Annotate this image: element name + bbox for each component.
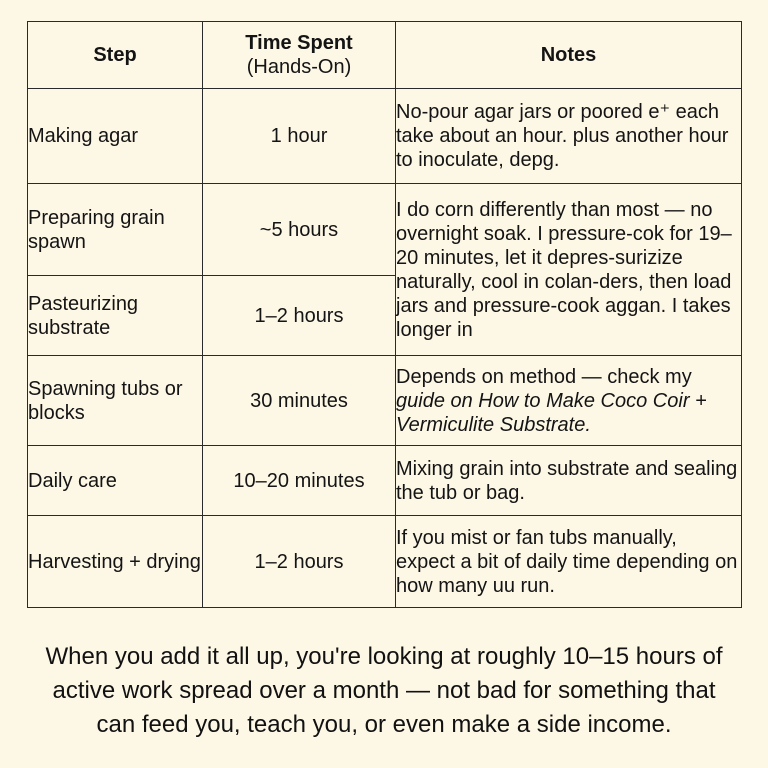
cell-step: Preparing grain spawn [28,184,203,276]
guide-link-text: guide on How to Make Coco Coir + Vermiculite Substrate. [396,389,707,436]
table-row [28,184,742,276]
table-row [28,446,742,516]
table-row [28,356,742,446]
cell-step: Harvesting + drying [28,516,203,608]
header-notes: Notes [396,22,742,89]
header-time-sub: (Hands-On) [246,56,352,78]
table-row [28,516,742,608]
cell-time: 30 minutes [203,356,396,446]
summary-paragraph: When you add it all up, you're looking at roughly 10–15 hours of active work spread over a month — not bad for something that can feed you, teach you, or even make a side income. [45,643,723,738]
cell-notes [396,356,742,446]
header-step: Step [28,22,203,89]
cell-step: Spawning tubs or blocks [28,356,203,446]
cell-notes: If you mist or fan tubs manually, expect a bit of daily time depending on how many uu run. [396,516,742,608]
cell-step: Making agar [28,89,203,184]
cell-step: Pasteurizing substrate [28,276,203,356]
time-table [27,21,742,608]
cell-notes-text: Depends on method — check my [396,365,692,388]
cell-notes: No-pour agar jars or poored e⁺ each take about an hour. plus another hour to inoculate, depg. [396,89,742,184]
header-time-label: Time Spent [245,32,353,54]
table-row [28,89,742,184]
cell-notes-merged: I do corn differently than most — no overnight soak. I pressure-cok for 19–20 minutes, let it depres-surizize naturally, cool in colan-ders, then load jars and pressure-cook aggan. I takes longer in [396,184,742,356]
cell-time: 1 hour [203,89,396,184]
cell-step: Daily care [28,446,203,516]
cell-notes: Mixing grain into substrate and sealing the tub or bag. [396,446,742,516]
cell-time: 10–20 minutes [203,446,396,516]
header-time [203,22,396,89]
table-header-row [28,22,742,89]
cell-time: 1–2 hours [203,516,396,608]
cell-time: ~5 hours [203,184,396,276]
cell-time: 1–2 hours [203,276,396,356]
